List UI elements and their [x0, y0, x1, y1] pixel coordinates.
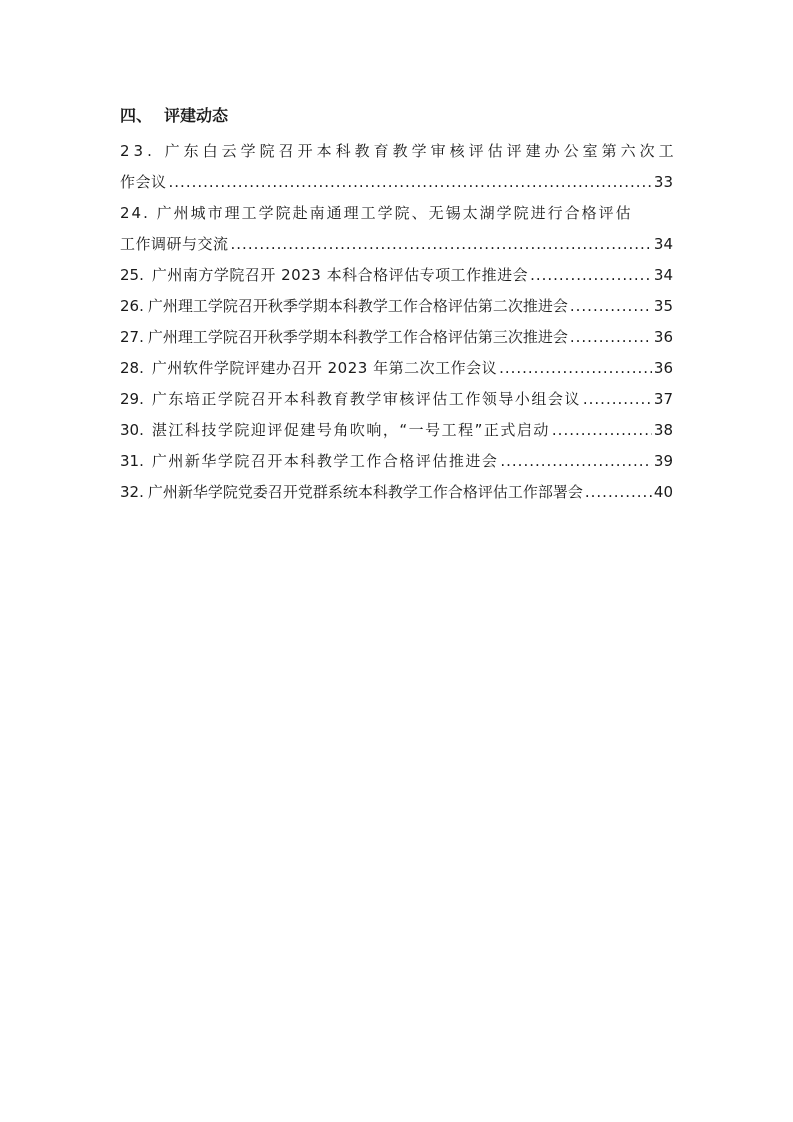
- toc-entry-number: 31.: [120, 452, 144, 470]
- toc-entry-page: 34: [653, 235, 673, 253]
- dot-leader: [552, 415, 652, 446]
- section-number: 四、: [120, 106, 153, 125]
- toc-entry-23[interactable]: [120, 136, 678, 198]
- toc-entry-page: 35: [653, 297, 673, 315]
- toc-entry-30[interactable]: [120, 415, 673, 446]
- toc-entry-title-continued: 作会议: [120, 173, 167, 191]
- section-title: 评建动态: [164, 106, 229, 125]
- toc-entry-number: 25.: [120, 266, 144, 284]
- toc-entry-title: 湛江科技学院迎评促建号角吹响，“一号工程”正式启动: [151, 421, 550, 439]
- toc-entry-title-line1: [120, 136, 678, 167]
- dot-leader: [231, 229, 652, 260]
- toc-entry-25[interactable]: [120, 260, 673, 291]
- dot-leader: [500, 446, 652, 477]
- toc-entry-page: 40: [653, 483, 673, 501]
- toc-entry-title: 广州软件学院评建办召开 2023 年第二次工作会议: [151, 359, 498, 377]
- toc-entry-title: 广州城市理工学院赴南通理工学院、无锡太湖学院进行合格评估: [156, 204, 633, 222]
- toc-entry-24[interactable]: [120, 198, 673, 260]
- toc-entry-page: 36: [653, 328, 673, 346]
- toc-entry-number: 27.: [120, 328, 144, 346]
- toc-entry-title: 广州理工学院召开秋季学期本科教学工作合格评估第三次推进会: [147, 328, 568, 346]
- toc-entry-number: 23.: [120, 142, 156, 160]
- dot-leader: [530, 260, 652, 291]
- toc-entry-page: 33: [653, 173, 673, 191]
- toc-entry-title: 广州南方学院召开 2023 本科合格评估专项工作推进会: [151, 266, 529, 284]
- section-heading: [120, 104, 673, 128]
- toc-entry-number: 29.: [120, 390, 144, 408]
- toc-entry-31[interactable]: [120, 446, 673, 477]
- toc-entry-32[interactable]: [120, 477, 673, 508]
- toc-entry-title: 广州新华学院召开本科教学工作合格评估推进会: [151, 452, 499, 470]
- toc-entry-26[interactable]: [120, 291, 673, 322]
- toc-entry-page: 34: [653, 266, 673, 284]
- dot-leader: [499, 353, 652, 384]
- toc-entry-title-line1: [120, 198, 673, 229]
- toc-entry-title: 广州新华学院党委召开党群系统本科教学工作合格评估工作部署会: [147, 483, 583, 501]
- toc-entry-29[interactable]: [120, 384, 673, 415]
- dot-leader: [585, 477, 652, 508]
- toc-entry-page: 36: [653, 359, 673, 377]
- toc-entry-number: 32.: [120, 483, 144, 501]
- toc-entry-page: 37: [653, 390, 673, 408]
- toc-entry-title: 广东培正学院召开本科教育教学审核评估工作领导小组会议: [151, 390, 581, 408]
- toc-entry-title-continued: 工作调研与交流: [120, 235, 229, 253]
- toc-entry-page: 38: [653, 421, 673, 439]
- toc-entry-number: 26.: [120, 297, 144, 315]
- toc-entry-title: 广州理工学院召开秋季学期本科教学工作合格评估第二次推进会: [147, 297, 568, 315]
- toc-entry-number: 30.: [120, 421, 144, 439]
- toc-entry-number: 28.: [120, 359, 144, 377]
- toc-entry-27[interactable]: [120, 322, 673, 353]
- toc-entry-title: 广东白云学院召开本科教育教学审核评估评建办公室第六次工: [164, 142, 678, 160]
- dot-leader: [583, 384, 652, 415]
- toc-entry-number: 24.: [120, 204, 150, 222]
- toc-entry-28[interactable]: [120, 353, 673, 384]
- toc-page: [120, 104, 678, 508]
- toc-entry-page: 39: [653, 452, 673, 470]
- dot-leader: [570, 291, 652, 322]
- dot-leader: [570, 322, 652, 353]
- dot-leader: [169, 167, 652, 198]
